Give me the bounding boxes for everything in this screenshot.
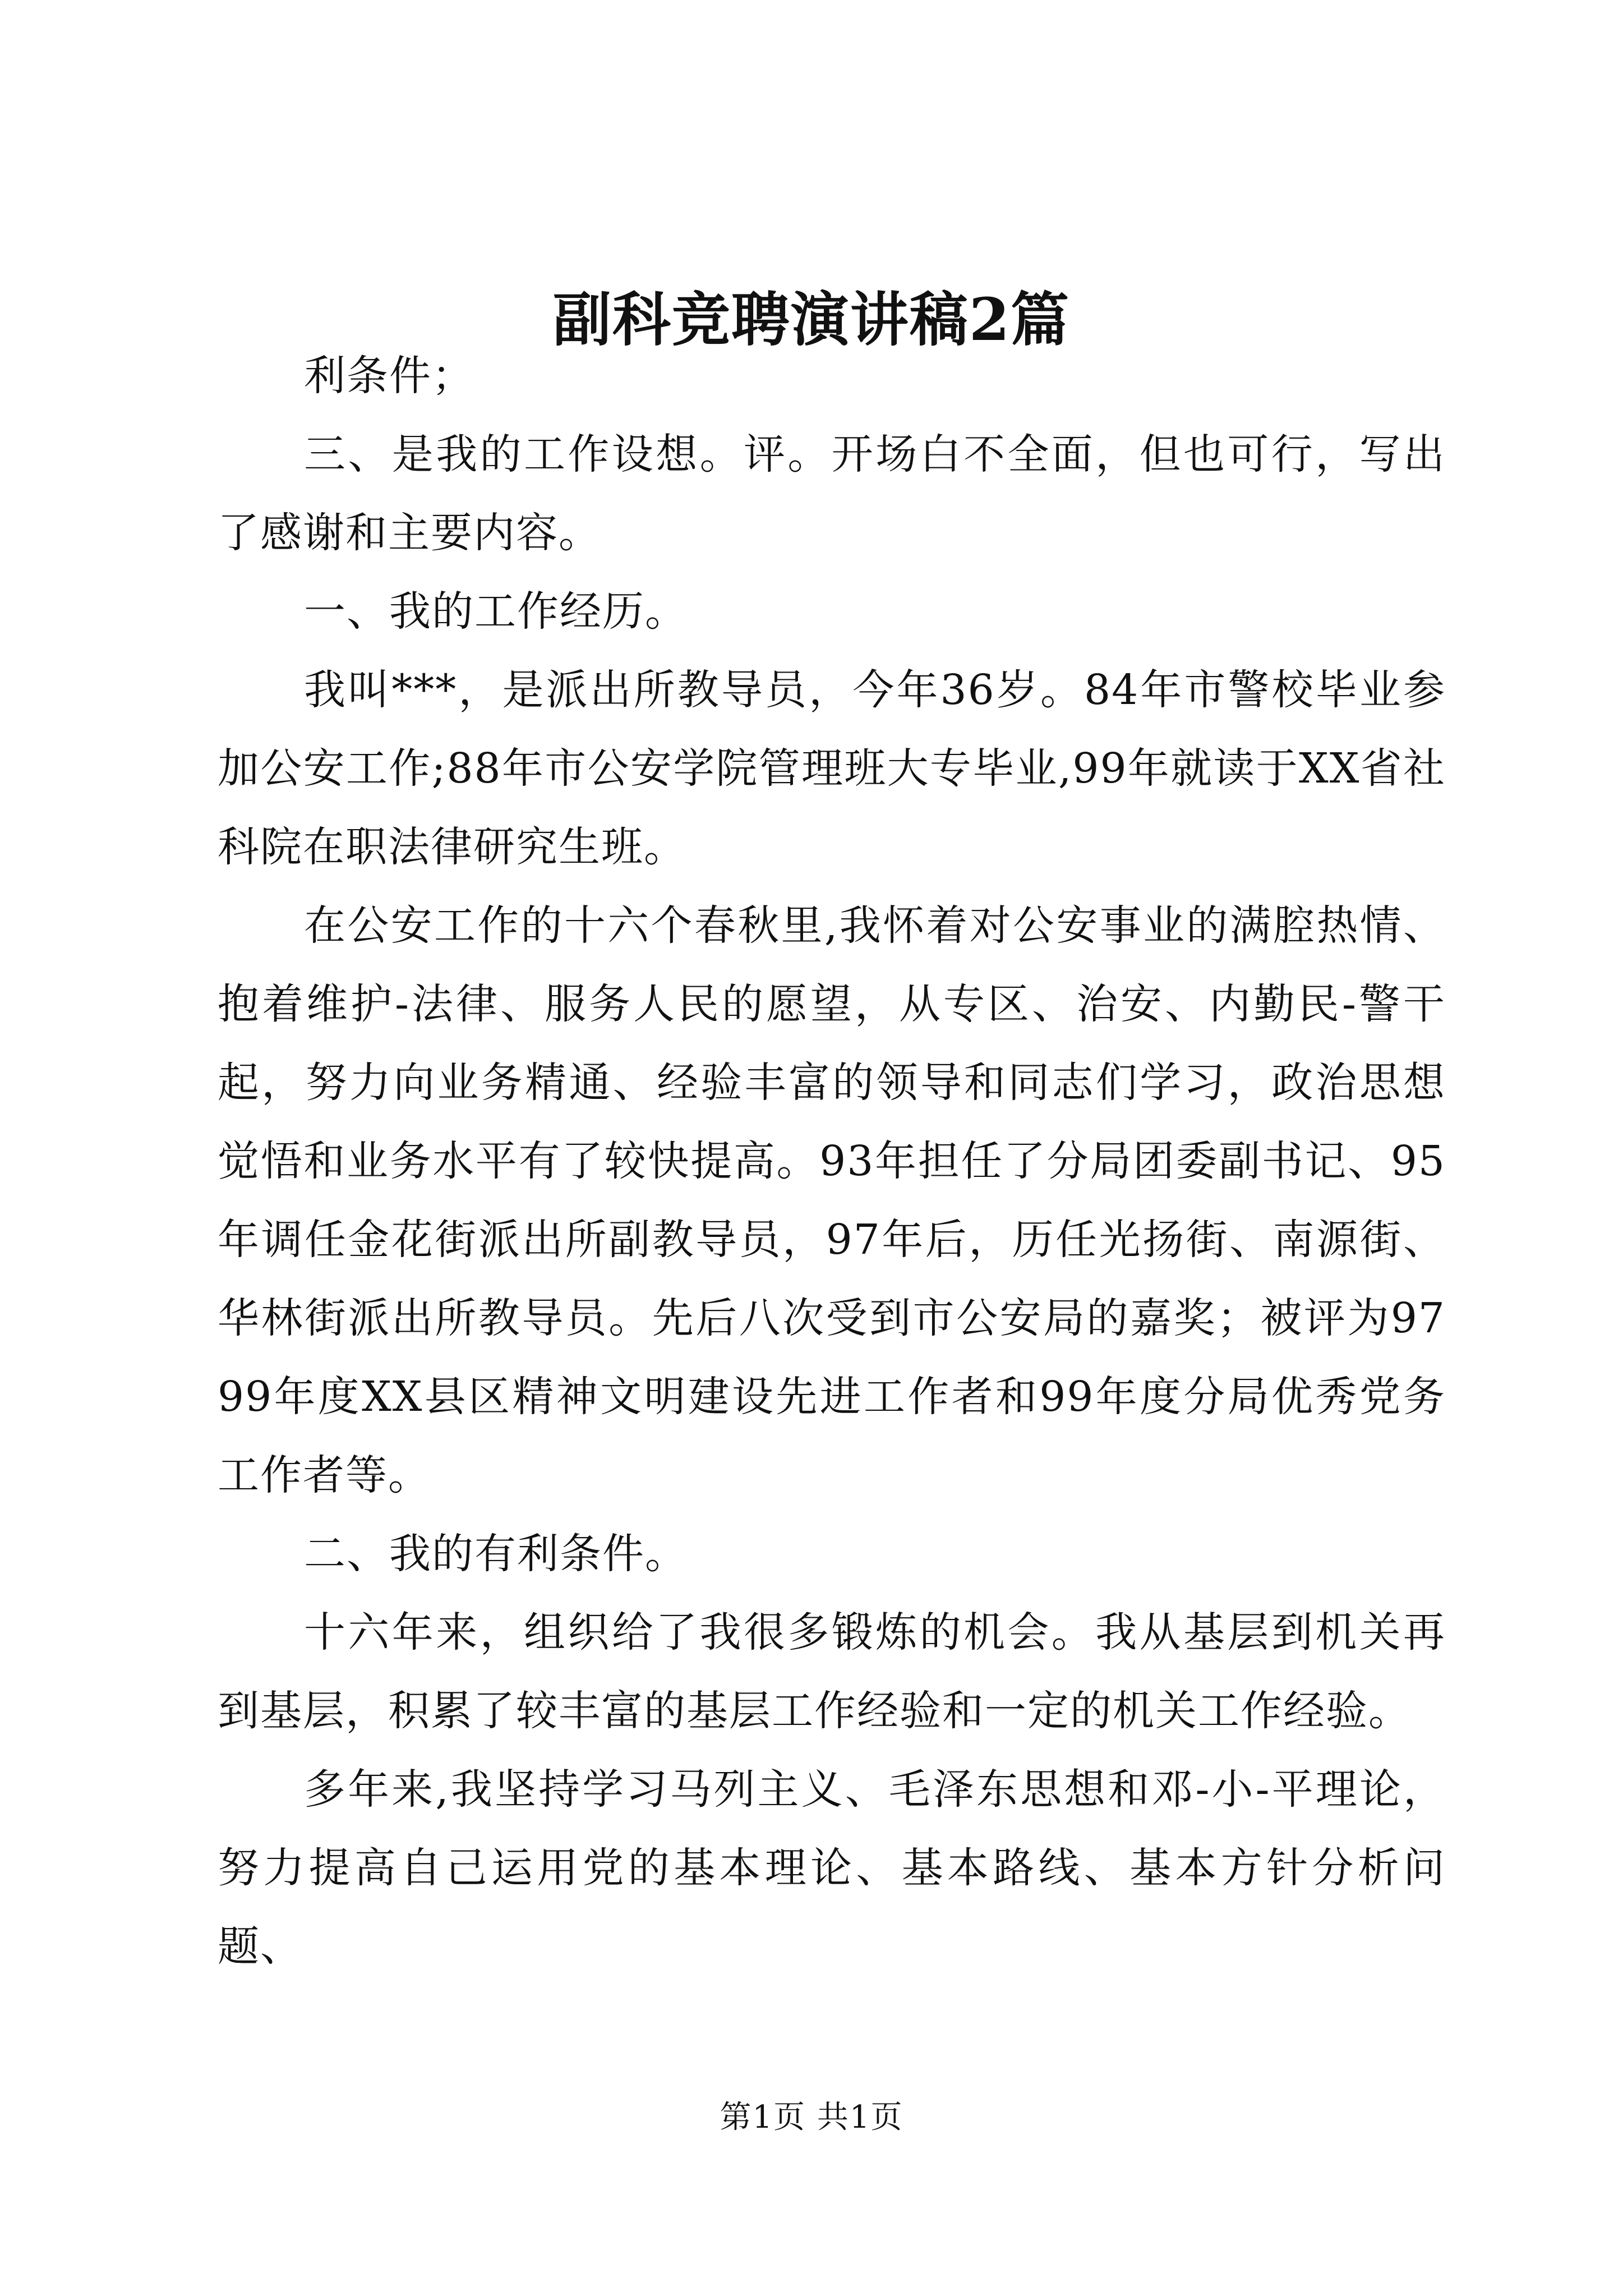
paragraph: 一、我的工作经历。 — [304, 587, 688, 636]
page-footer: 第1页 共1页 — [720, 2099, 903, 2136]
document-body — [218, 337, 1446, 1986]
document-title: 副科竞聘演讲稿2篇 — [552, 285, 1071, 354]
paragraph: 我叫***，是派出所教导员，今年36岁。84年市警校毕业参加公安工作;88年市公安学院管理班大专毕业,99年就读于XX省社科院在职法律研究生班。 — [218, 666, 1446, 871]
paragraph: 三、是我的工作设想。评。开场白不全面，但也可行，写出了感谢和主要内容。 — [218, 430, 1446, 557]
paragraph: 多年来,我坚持学习马列主义、毛泽东思想和邓-小-平理论，努力提高自己运用党的基本理论、基本路线、基本方针分析问题、 — [218, 1765, 1446, 1971]
paragraph: 二、我的有利条件。 — [304, 1530, 688, 1578]
paragraph: 利条件； — [304, 352, 474, 400]
paragraph: 十六年来，组织给了我很多锻炼的机会。我从基层到机关再到基层，积累了较丰富的基层工作经验和一定的机关工作经验。 — [218, 1608, 1446, 1735]
paragraph: 在公安工作的十六个春秋里,我怀着对公安事业的满腔热情、抱着维护-法律、服务人民的愿望，从专区、治安、内勤民-警干起，努力向业务精通、经验丰富的领导和同志们学习，政治思想觉悟和业务水平有了较快提高。93年担任了分局团委副书记、95年调任金花街派出所副教导员，97年后，历任光扬街、南源街、华林街派出所教导员。先后八次受到市公安局的嘉奖；被评为9799年度XX县区精神文明建设先进工作者和99年度分局优秀党务工作者等。 — [218, 901, 1446, 1499]
